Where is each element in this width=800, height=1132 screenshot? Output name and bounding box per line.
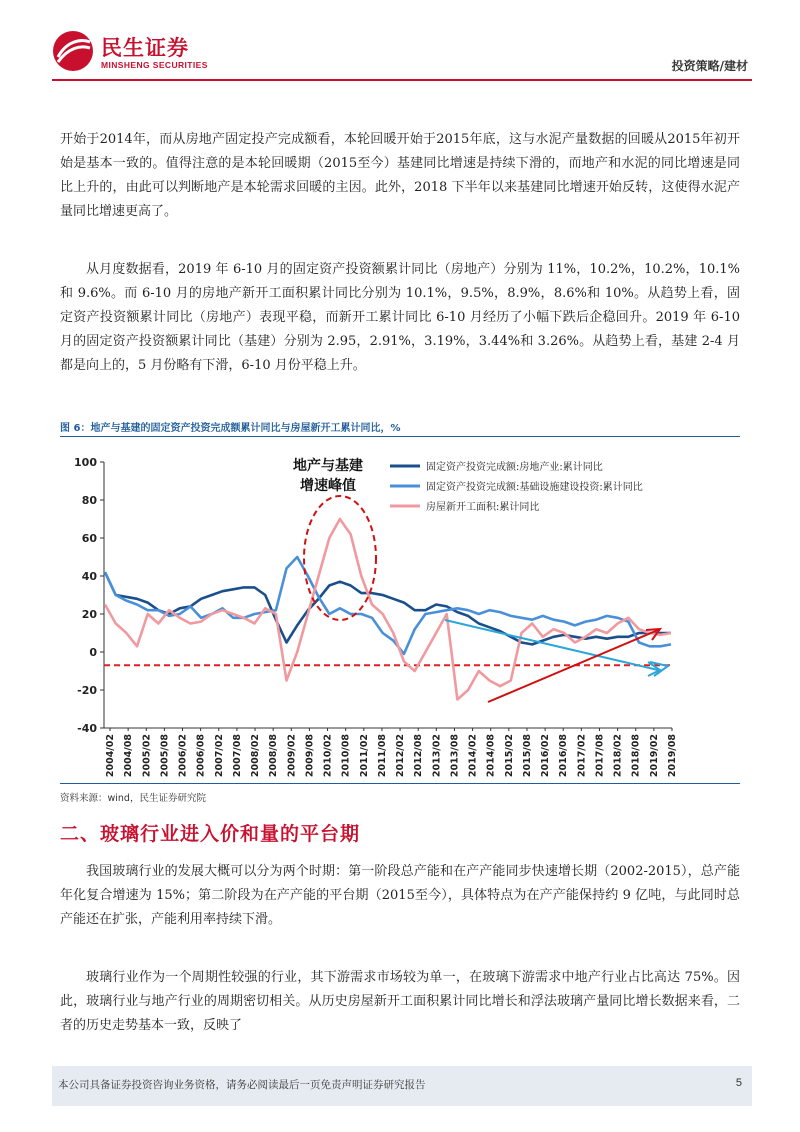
- chart-container: [60, 440, 740, 780]
- x-tick-label: 2016/08: [558, 734, 570, 778]
- x-tick-label: 2011/08: [376, 734, 388, 778]
- x-tick-label: 2019/02: [648, 734, 660, 778]
- x-tick-label: 2014/02: [467, 734, 479, 778]
- y-tick-label: -20: [77, 684, 97, 697]
- body-paragraph: 玻璃行业作为一个周期性较强的行业，其下游需求市场较为单一，在玻璃下游需求中地产行业占比高达 75%。因此，玻璃行业与地产行业的周期密切相关。从历史房屋新开工面积累计同比增长和浮法玻璃产量同比增长数据来看，二者的历史走势基本一致，反映了: [60, 970, 740, 1033]
- header-divider: [52, 79, 752, 81]
- x-tick-label: 2013/02: [431, 734, 443, 778]
- x-tick-label: 2018/08: [630, 734, 642, 778]
- footer-disclaimer: 本公司具备证券投资咨询业务资格，请务必阅读最后一页免责声明证券研究报告: [58, 1079, 426, 1091]
- y-tick-label: -40: [77, 722, 97, 735]
- page-number: 5: [735, 1077, 742, 1089]
- x-tick-label: 2012/08: [413, 734, 425, 778]
- figure-title: 图 6：地产与基建的固定资产投资完成额累计同比与房屋新开工累计同比，%: [60, 423, 401, 434]
- x-tick-label: 2006/08: [195, 734, 207, 778]
- logo-text-cn: 民生证券: [101, 36, 189, 60]
- x-tick-label: 2007/02: [213, 734, 225, 778]
- figure-bottom-divider: [60, 783, 740, 784]
- y-tick-label: 0: [89, 646, 97, 659]
- minsheng-logo-icon: [52, 30, 94, 72]
- logo-text-en: MINSHENG SECURITIES: [101, 60, 208, 70]
- x-tick-label: 2011/02: [358, 734, 370, 778]
- body-paragraph: 从月度数据看，2019 年 6-10 月的固定资产投资额累计同比（房地产）分别为 11%，10.2%，10.2%，10.1%和 9.6%。而 6-10 月的房地产新开工面积累计同比分别为 10.1%，9.5%，8.9%，8.6%和 10%。从趋势上看，固定资产投资额累计同比（房地产）表现平稳，而新开工累计同比 6-10 月经历了小幅下跌后企稳回升。2019 年 6-10 月的固定资产投资额累计同比（基建）分别为 2.95，2.91%，3.19%，3.44%和 3.26%。从趋势上看，基建 2-4 月都是向上的，5 月份略有下滑，6-10 月份平稳上升。: [60, 262, 740, 373]
- x-tick-label: 2009/08: [304, 734, 316, 778]
- figure-divider: [60, 436, 740, 437]
- x-tick-label: 2006/02: [177, 734, 189, 778]
- chart-annotation: 地产与基建: [293, 458, 363, 474]
- x-tick-label: 2012/02: [395, 734, 407, 778]
- x-tick-label: 2017/02: [576, 734, 588, 778]
- page-header: [0, 0, 800, 80]
- series-line-3: [105, 519, 671, 700]
- legend-label: 固定资产投资完成额:基础设施建设投资:累计同比: [426, 482, 643, 493]
- chart-annotation: 增速峰值: [300, 478, 356, 494]
- legend-label: 房屋新开工面积:累计同比: [426, 502, 540, 513]
- y-tick-label: 20: [81, 608, 97, 621]
- x-tick-label: 2014/08: [485, 734, 497, 778]
- x-tick-label: 2005/02: [141, 734, 153, 778]
- x-tick-label: 2019/08: [667, 734, 678, 778]
- x-tick-label: 2017/08: [594, 734, 606, 778]
- body-paragraph: 开始于2014年，而从房地产固定投产完成额看，本轮回暖开始于2015年底，这与水泥产量数据的回暖从2015年初开始是基本一致的。值得注意的是本轮回暖期（2015至今）基建同比增速是持续下滑的，而地产和水泥的同比增速是同比上升的，由此可以判断地产是本轮需求回暖的主因。此外，2018 下半年以来基建同比增速开始反转，这使得水泥产量同比增速更高了。: [60, 132, 740, 219]
- x-tick-label: 2008/08: [268, 734, 280, 778]
- figure-source: 资料来源：wind，民生证券研究院: [60, 793, 206, 804]
- x-tick-label: 2004/02: [105, 734, 116, 778]
- x-tick-label: 2008/02: [250, 734, 262, 778]
- x-tick-label: 2010/08: [340, 734, 352, 778]
- y-tick-label: 80: [81, 494, 97, 507]
- x-tick-label: 2015/02: [503, 734, 515, 778]
- trend-arrow-down: [445, 620, 658, 670]
- x-tick-label: 2015/08: [521, 734, 533, 778]
- x-tick-label: 2005/08: [159, 734, 171, 778]
- x-tick-label: 2010/02: [322, 734, 334, 778]
- report-category: 投资策略/建材: [671, 59, 748, 73]
- x-tick-label: 2007/08: [231, 734, 243, 778]
- y-tick-label: 100: [74, 456, 97, 469]
- legend-label: 固定资产投资完成额:房地产业:累计同比: [426, 462, 603, 473]
- x-tick-label: 2009/02: [286, 734, 298, 778]
- x-tick-label: 2004/08: [123, 734, 135, 778]
- x-tick-label: 2018/02: [612, 734, 624, 778]
- y-tick-label: 40: [81, 570, 97, 583]
- x-tick-label: 2013/08: [449, 734, 461, 778]
- peak-highlight-ellipse: [304, 496, 376, 620]
- section-heading: 二、玻璃行业进入价和量的平台期: [60, 823, 361, 845]
- y-tick-label: 60: [81, 532, 97, 545]
- x-tick-label: 2016/02: [540, 734, 552, 778]
- body-paragraph: 我国玻璃行业的发展大概可以分为两个时期：第一阶段总产能和在产产能同步快速增长期（2002-2015），总产能年化复合增速为 15%；第二阶段为在产产能的平台期（2015至今），具体特点为在产产能保持约 9 亿吨，与此同时总产能还在扩张，产能利用率持续下滑。: [60, 864, 740, 927]
- line-chart: [60, 440, 740, 780]
